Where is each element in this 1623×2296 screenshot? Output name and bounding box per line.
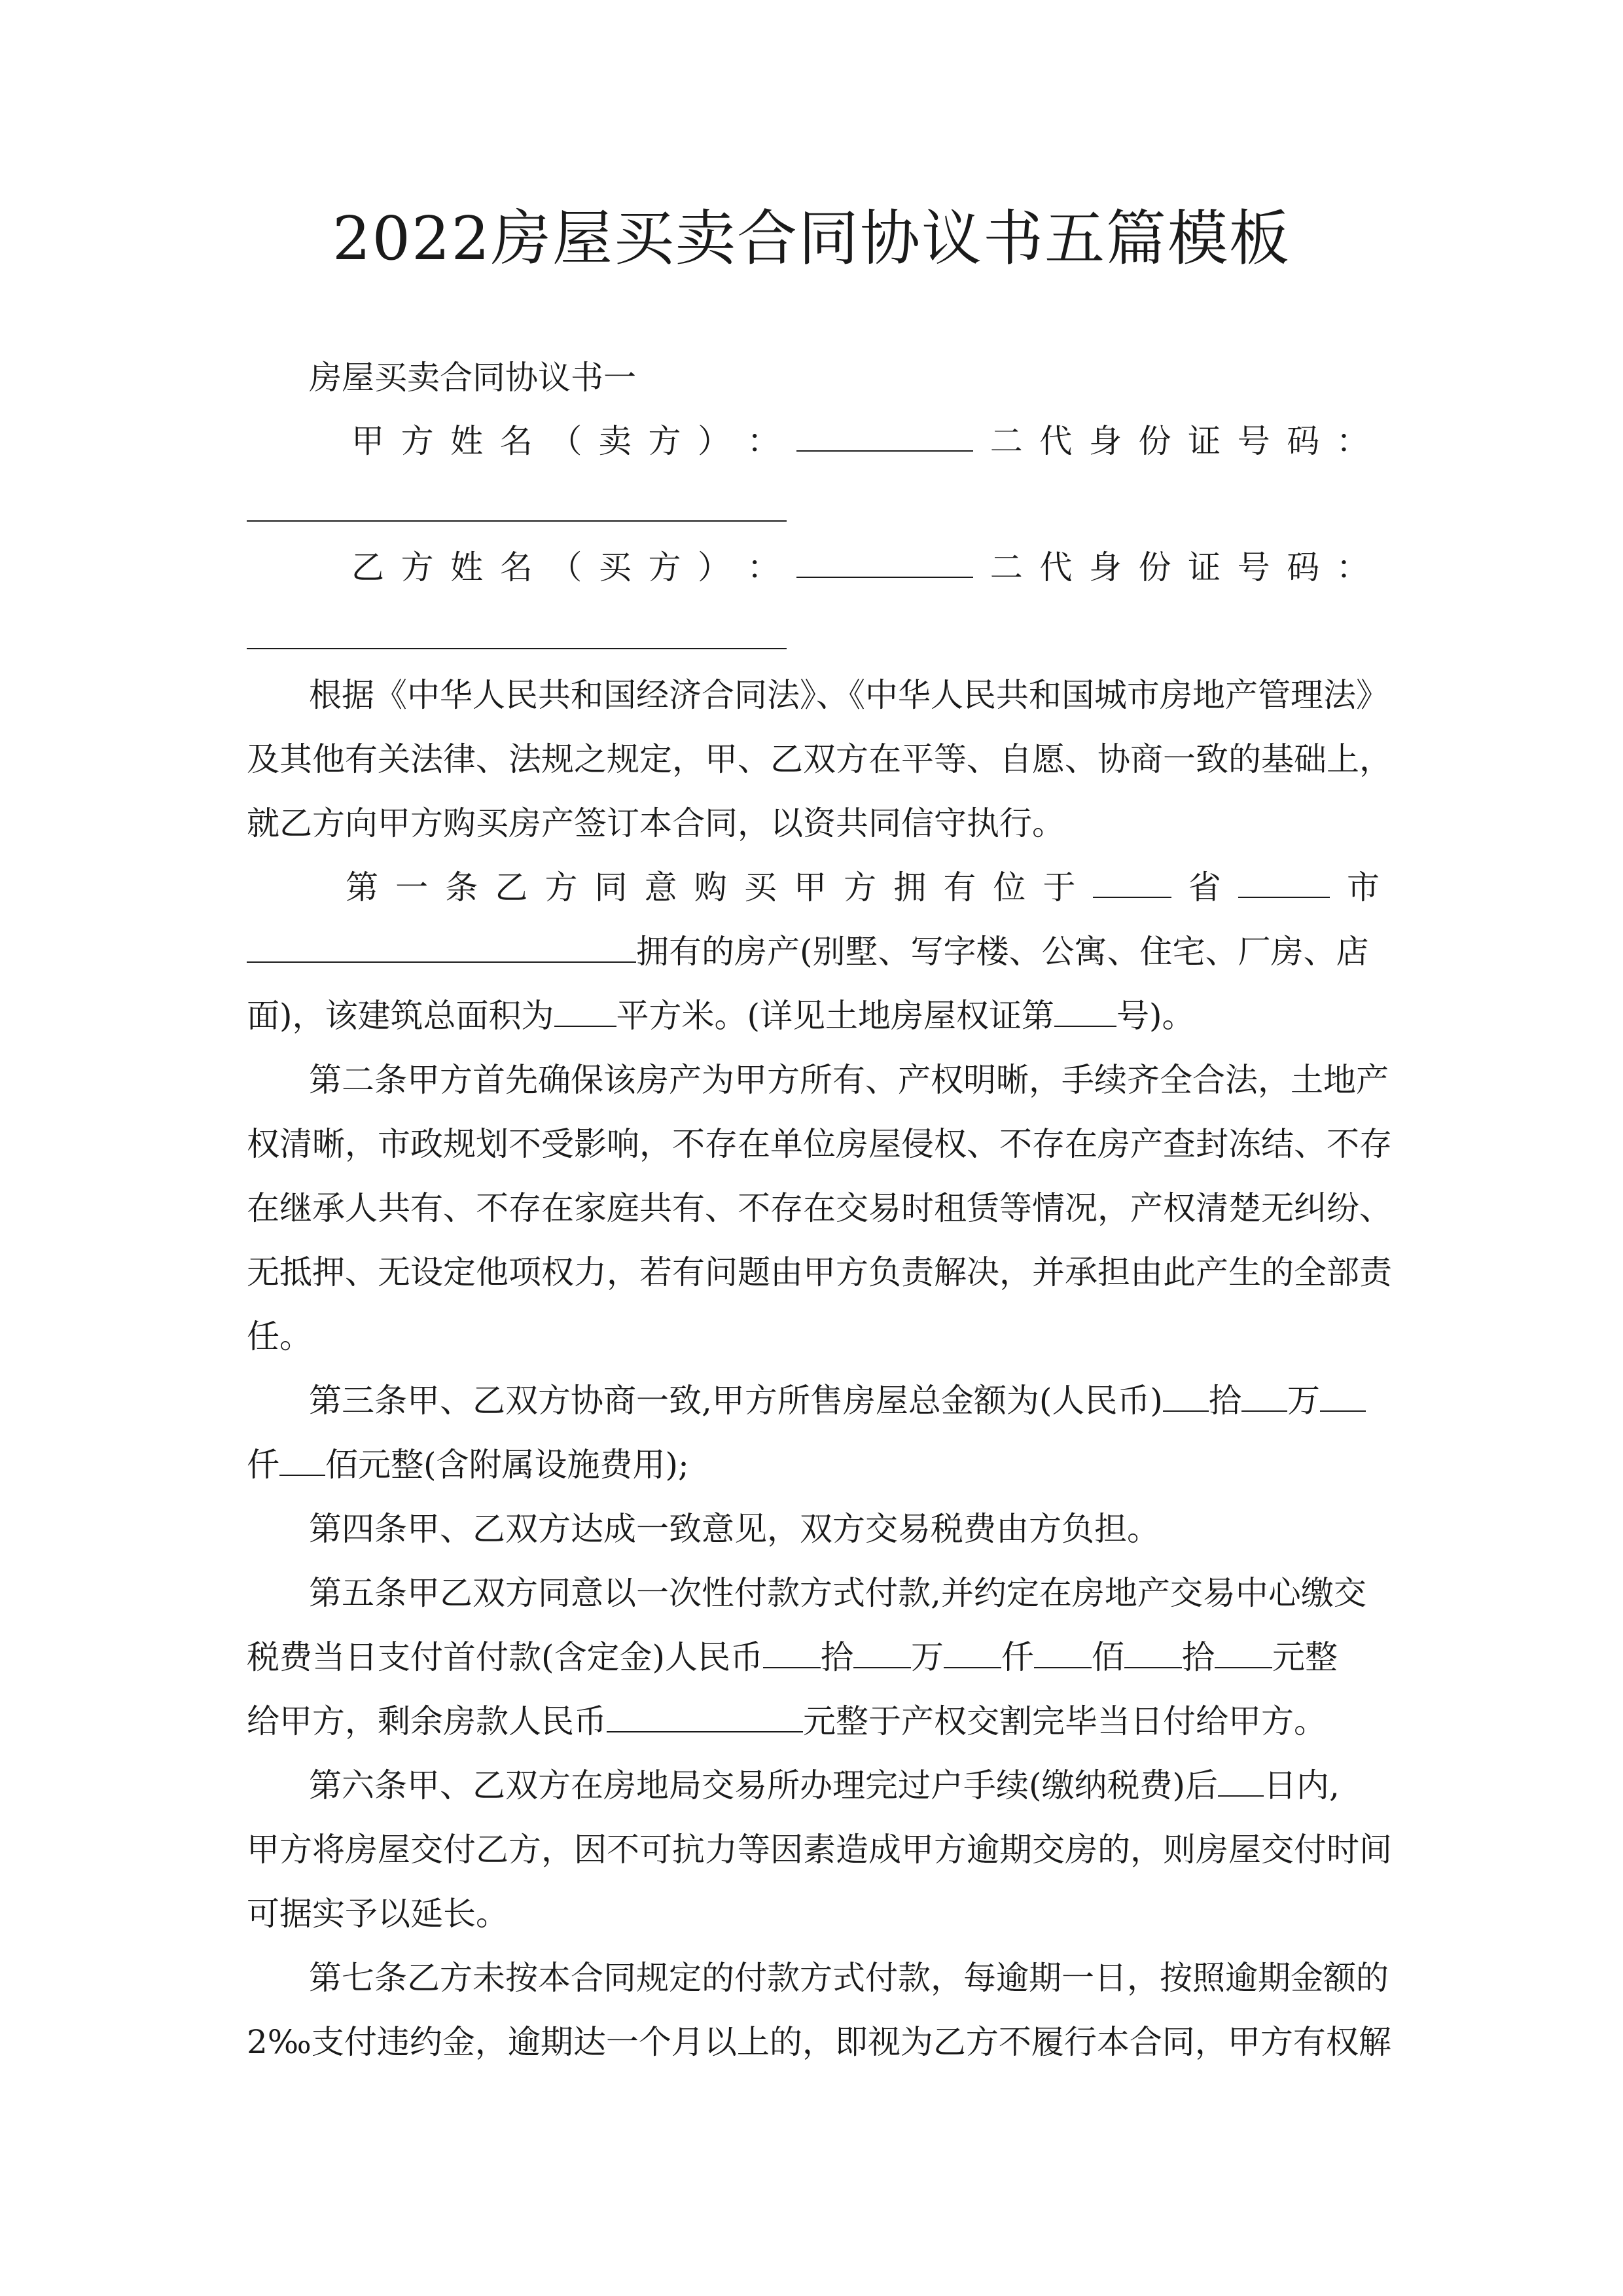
party-a-row: 甲 方 姓 名 （ 卖 方 ） ： 二 代 身 份 证 号 码 ： (351, 420, 1369, 462)
party-a-id-blank (247, 520, 787, 522)
article-7-line-2: 2‰支付违约金，逾期达一个月以上的，即视为乙方不履行本合同，甲方有权解 (247, 2023, 1391, 2061)
certificate-number-blank (1054, 996, 1116, 1027)
article-6-line-1: 第六条甲、乙双方在房地局交易所办理完过户手续(缴纳税费)后 日内, (309, 1767, 1340, 1804)
area-blank (554, 996, 616, 1027)
article-1-line-3: 面)，该建筑总面积为 平方米。(详见土地房屋权证第 号)。 (247, 997, 1195, 1035)
article-3-line-1: 第三条甲、乙双方协商一致,甲方所售房屋总金额为(人民币) 拾 万 (309, 1380, 1395, 1422)
city-blank (1238, 867, 1330, 898)
article-5-line-2: 税费当日支付首付款(含定金)人民币 拾 万 仟 佰 拾 元整 (247, 1638, 1338, 1676)
article-1-line-1: 第 一 条 乙 方 同 意 购 买 甲 方 拥 有 位 于 省 市 (346, 867, 1380, 908)
article-2-line-2: 权清晰，市政规划不受影响，不存在单位房屋侵权、不存在房产查封冻结、不存 (247, 1125, 1392, 1163)
article-7-line-1: 第七条乙方未按本合同规定的付款方式付款，每逾期一日，按照逾期金额的 (309, 1959, 1389, 1997)
party-b-row: 乙 方 姓 名 （ 买 方 ） ： 二 代 身 份 证 号 码 ： (351, 547, 1369, 588)
article-3-line-2: 仟 佰元整(含附属设施费用); (247, 1446, 689, 1484)
article-6-line-2: 甲方将房屋交付乙方，因不可抗力等因素造成甲方逾期交房的，则房屋交付时间 (247, 1831, 1392, 1869)
article-2-line-5: 任。 (247, 1318, 312, 1355)
intro-line-3: 就乙方向甲方购买房产签订本合同，以资共同信守执行。 (247, 804, 1065, 842)
intro-line-2: 及其他有关法律、法规之规定，甲、乙双方在平等、自愿、协商一致的基础上， (247, 740, 1392, 778)
intro-line-1: 根据《中华人民共和国经济合同法》、《中华人民共和国城市房地产管理法》 (309, 676, 1389, 714)
article-5-line-3: 给甲方，剩余房款人民币 元整于产权交割完毕当日付给甲方。 (247, 1702, 1327, 1740)
article-6-line-3: 可据实予以延长。 (247, 1895, 508, 1933)
article-4-line-1: 第四条甲、乙双方达成一致意见，双方交易税费由方负担。 (309, 1510, 1160, 1548)
article-5-line-1: 第五条甲乙双方同意以一次性付款方式付款,并约定在房地产交易中心缴交 (309, 1574, 1366, 1612)
province-blank (1093, 867, 1171, 898)
party-b-name-blank (796, 547, 973, 578)
article-1-line-2: 拥有的房产(别墅、写字楼、公寓、住宅、厂房、店 (247, 931, 1379, 973)
document-title: 2022房屋买卖合同协议书五篇模板 (332, 204, 1291, 274)
article-2-line-3: 在继承人共有、不存在家庭共有、不存在交易时租赁等情况，产权清楚无纠纷、 (247, 1189, 1392, 1227)
party-a-name-blank (796, 420, 973, 452)
address-blank (247, 931, 636, 963)
article-2-line-4: 无抵押、无设定他项权力，若有问题由甲方负责解决，并承担由此产生的全部责 (247, 1253, 1392, 1291)
contract-subheading: 房屋买卖合同协议书一 (309, 359, 636, 397)
party-b-id-blank (247, 648, 787, 649)
article-2-line-1: 第二条甲方首先确保该房产为甲方所有、产权明晰，手续齐全合法，土地产 (309, 1061, 1389, 1099)
